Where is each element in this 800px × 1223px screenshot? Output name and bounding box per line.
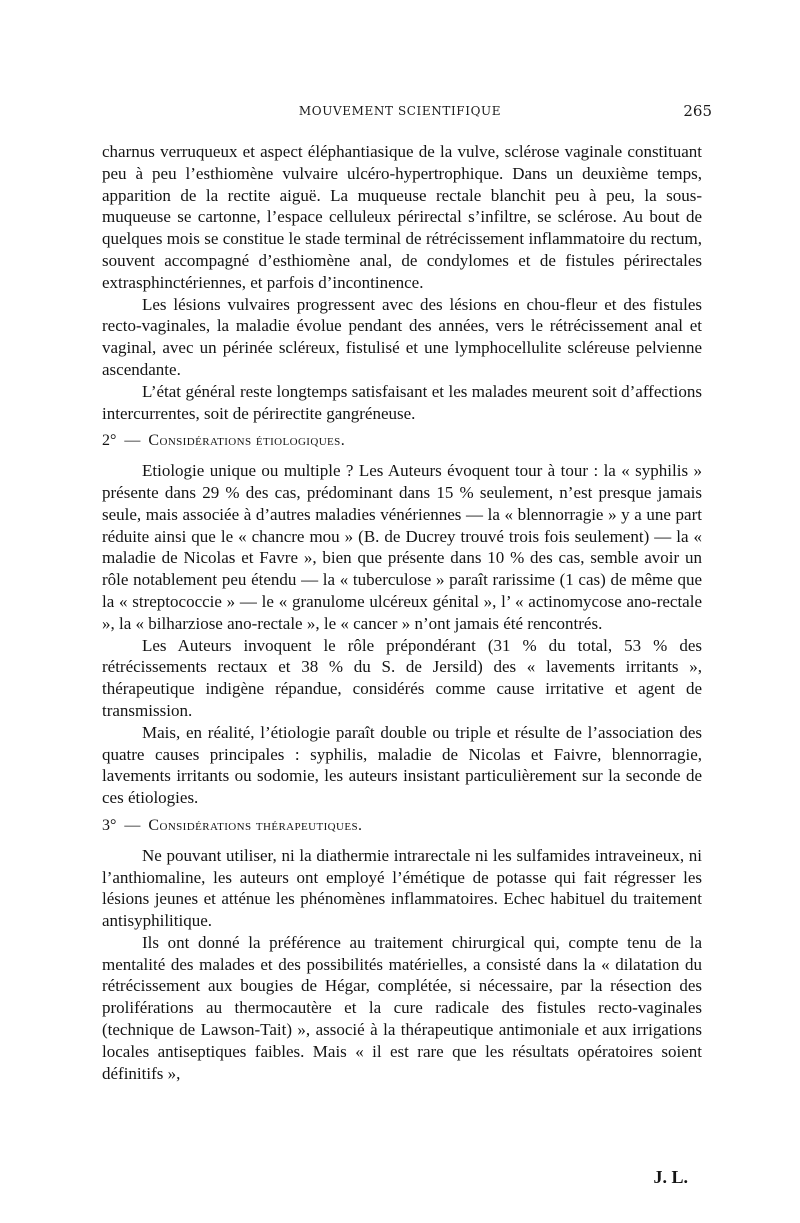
paragraph-general-state: L’état général reste longtemps satisfaisant et les malades meurent soit d’affections intercurrentes, soit de périrectite gangréneuse. <box>102 381 702 423</box>
paragraph-multiple-causes: Mais, en réalité, l’étiologie paraît double ou triple et résulte de l’association des quatre causes principales : syphilis, maladie de Nicolas et Faivre, blennorragie, lavements irritants ou sodomie, les auteurs insistant particulièrement sur la seconde de ces étiologies. <box>102 722 702 808</box>
section-heading-therapy <box>102 815 702 837</box>
paragraph-etiology: Etiologie unique ou multiple ? Les Auteurs évoquent tour à tour : la « syphilis » présente dans 29 % des cas, prédominant dans 15 % seulement, n’est presque jamais seule, mais associée à d’autres maladies vénériennes — la « blennorragie » y a une part réduite ainsi que le « chancre mou » (B. de Ducrey trouvé trois fois seulement) — la « maladie de Nicolas et Favre », bien que présente dans 10 % des cas, semble avoir un rôle notablement peu étendu — la « tuberculose » paraît rarissime (1 cas) de même que la « streptococcie » — le « granulome ulcéreux génital », l’ « actinomycose ano-rectale », la « bilharziose ano-rectale », le « cancer » n’ont jamais été rencontrés. <box>102 461 702 633</box>
paragraph-surgical-treatment: Ils ont donné la préférence au traitement chirurgical qui, compte tenu de la mentalité des malades et des possibilités matérielles, a consisté dans la « dilatation du rétrécissement aux bougies de Hégar, complétée, si nécessaire, par la résection des proliférations au thermocautère et la cure radicale des fistules recto-vaginales (technique de Lawson-Tait) », associé à la thérapeutique antimoniale et aux irrigations locales antiseptiques faibles. Mais « il est rare que les résultats opératoires soient définitifs », <box>102 932 702 1083</box>
section-dash: — <box>120 432 145 450</box>
running-title: MOUVEMENT SCIENTIFIQUE <box>298 104 502 118</box>
page-number: 265 <box>683 102 712 120</box>
paragraph-continuation: charnus verruqueux et aspect éléphantiasique de la vulve, sclérose vaginale constituant peu à peu l’esthiomène vulvaire ulcéro-hypertrophique. Dans un deuxième temps, apparition de la rectite aiguë. La muqueuse rectale blanchit peu à peu, la sous-muqueuse se cartonne, l’espace celluleux périrectal s’infiltre, se sclérose. Au bout de quelques mois se constitue le stade terminal de rétrécissement inflammatoire du rectum, souvent accompagné d’esthiomène anal, de condylomes et de fistules périrectales extrasphinctériennes, et parfois d’incontinence. <box>102 142 702 292</box>
paragraph-enemas: Les Auteurs invoquent le rôle prépondérant (31 % du total, 53 % des rétrécissements rectaux et 38 % du S. de Jersild) des « lavements irritants », thérapeutique indigène répandue, considérés comme cause irritative et agent de transmission. <box>102 635 702 720</box>
paragraph-medical-treatment: Ne pouvant utiliser, ni la diathermie intrarectale ni les sulfamides intraveineux, ni l’anthiomaline, les auteurs ont employé l’émétique de potasse qui fait régresser les lésions jeunes et atténue les phénomènes inflammatoires. Echec habituel du traitement antisyphilitique. <box>102 845 702 931</box>
section-dash: — <box>120 816 145 834</box>
section-number: 2° <box>102 432 117 450</box>
section-title: Considérations étiologiques. <box>148 432 346 450</box>
article-body <box>102 141 702 1084</box>
section-number: 3° <box>102 816 117 834</box>
page-header <box>0 104 800 128</box>
section-heading-etiology <box>102 430 702 452</box>
paragraph-vulvar-lesions: Les lésions vulvaires progressent avec des lésions en chou-fleur et des fistules recto-vaginales, la maladie évolue pendant des années, vers le rétrécissement anal et vaginal, avec un périnée scléreux, fistulisé et une lymphocellulite scléreuse pelvienne ascendante. <box>102 294 702 379</box>
section-title: Considérations thérapeutiques. <box>148 816 363 834</box>
author-signature: J. L. <box>653 1167 688 1187</box>
